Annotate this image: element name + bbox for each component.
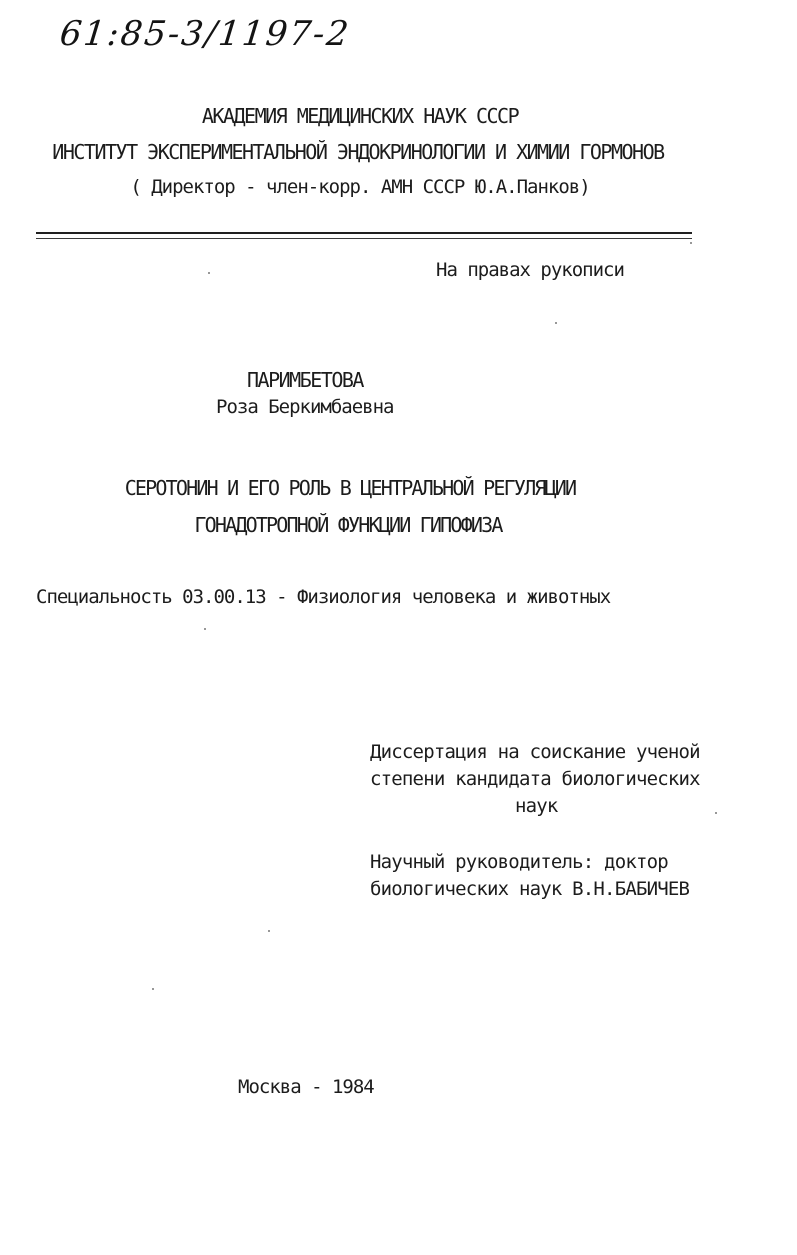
- dissertation-line-1: Диссертация на соискание ученой: [370, 741, 700, 763]
- specialty-line: Специальность 03.00.13 - Физиология человека и животных: [36, 586, 611, 608]
- scan-speck: [268, 930, 270, 932]
- dissertation-line-2: степени кандидата биологических: [370, 768, 700, 790]
- dissertation-line-3: наук: [515, 795, 558, 817]
- director-line: ( Директор - член-корр. АМН СССР Ю.А.Панков): [130, 176, 590, 198]
- archive-code-handwritten: 61:85-3/1197-2: [57, 14, 353, 54]
- scan-speck: [152, 988, 154, 990]
- thesis-title-line-1: СЕРОТОНИН И ЕГО РОЛЬ В ЦЕНТРАЛЬНОЙ РЕГУЛЯЦИИ: [124, 476, 576, 500]
- author-surname: ПАРИМБЕТОВА: [247, 368, 363, 392]
- place-and-year: Москва - 1984: [238, 1076, 374, 1098]
- header-divider: [36, 232, 692, 234]
- scan-speck: [715, 812, 717, 814]
- thesis-title-line-2: ГОНАДОТРОПНОЙ ФУНКЦИИ ГИПОФИЗА: [194, 513, 502, 537]
- supervisor-line-2: биологических наук В.Н.БАБИЧЕВ: [370, 878, 690, 900]
- scan-speck: [208, 272, 210, 274]
- scan-speck: [555, 322, 557, 324]
- scan-speck: [204, 628, 206, 630]
- scan-speck: [690, 242, 692, 244]
- manuscript-note: На правах рукописи: [436, 259, 624, 281]
- header-divider-secondary: [36, 238, 692, 239]
- supervisor-line-1: Научный руководитель: доктор: [370, 851, 668, 873]
- institute-name: ИНСТИТУТ ЭКСПЕРИМЕНТАЛЬНОЙ ЭНДОКРИНОЛОГИИ И ХИМИИ ГОРМОНОВ: [52, 140, 664, 164]
- author-given-names: Роза Беркимбаевна: [216, 396, 394, 418]
- academy-name: АКАДЕМИЯ МЕДИЦИНСКИХ НАУК СССР: [201, 104, 519, 128]
